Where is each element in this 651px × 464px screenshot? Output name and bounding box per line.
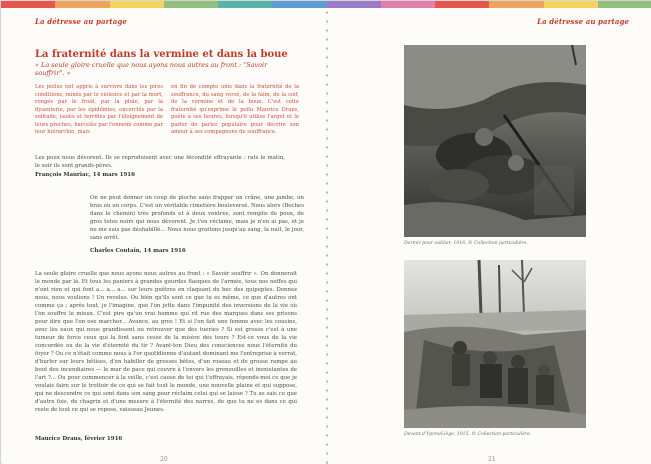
- intro-column-1: Les poilus ont appris à survivre dans les pires conditions, minés par le violence et par la mort, rongés par le froid, par la pluie, par la dysenterie, par les épidémies, encerclés par la solitude, isolés et terrifiés par l'éloignement de leurs proches, harcelés par l'ennemi comme par leur hiérarchie, mais: [35, 84, 163, 135]
- section-title: La fraternité dans la vermine et dans la boue: [35, 49, 288, 60]
- intro-columns: [35, 84, 299, 137]
- color-band-segment: [489, 1, 543, 8]
- running-head-left: La détresse au partage: [35, 17, 127, 26]
- color-band-segment: [435, 1, 489, 8]
- trench-soldiers-photo: [404, 260, 586, 428]
- quote-paragraph-2: On ne peut donner un coup de pioche sans frapper un crâne, une jambe, un bras ou un corps. C'est un véritable cimetière bouleversé. Nous alors (Boches dans le chemin) très profonds et à deux ventres, sont remplis de poux, de gros totos noirs qui nous dévorent. Je t'en réclame, mais je n'en ai pas, et je ne me suis pas déshabillé... Nous nous grattons jusqu'au sang, la nuit, le jour, sans arrêt.: [90, 195, 304, 241]
- quote-signature-2: Charles Coutain, 14 mars 1916: [90, 248, 186, 254]
- color-band-segment: [327, 1, 381, 8]
- page-number-right: 21: [488, 456, 496, 463]
- quote-signature-1: François Mauriac, 14 mars 1916: [35, 172, 135, 178]
- intro-column-2: en fin de compte unis dans la fraternité de la souffrance, du sang versé, de la faim, de la soif, de la vermine et de la boue. C'est cette fraternité qu'exprime le poilu Maurice Drans, poète à ses heures, lorsqu'il utilise l'argot et le parler de parler populaire pour décrire son amour à ses compagnons de souffrance.: [171, 84, 299, 135]
- quote-signature-3: Maurice Drans, février 1916: [35, 436, 123, 442]
- color-band-segment: [1, 1, 55, 8]
- color-band-segment: [381, 1, 435, 8]
- color-band-segment: [218, 1, 272, 8]
- photo-caption-1: Dormir pour oublier, 1916. © Collection particulière.: [404, 241, 528, 246]
- color-band-segment: [598, 1, 651, 8]
- left-page: [2, 8, 326, 464]
- color-band: [1, 1, 651, 8]
- page-number-left: 20: [160, 456, 168, 463]
- color-band-segment: [164, 1, 218, 8]
- color-band-segment: [272, 1, 326, 8]
- right-page: [328, 8, 651, 464]
- color-band-segment: [110, 1, 164, 8]
- color-band-segment: [544, 1, 598, 8]
- trench-sleeping-photo: [404, 45, 586, 237]
- running-head-right: La détresse au partage: [537, 17, 629, 26]
- quote-paragraph-1: Les poux nous dévorent. Ils se reproduisent avec une fécondité effrayante : rats le matin, le soir ils sont grands-pères.: [35, 155, 285, 169]
- quote-paragraph-3: La seule gloire cruelle que nous ayons nous autres au front : « Savoir souffrir ». On donnerait le monde par là. Et tous les paniers à grandes gourdes flasques de l'armée, tous nos neffes qui n'ont rien et qui font a... a... a... sur leurs guêtres en claquant du bec des quipeptes. Donnez nous, nous voulions ! Un revolus. Ou bien qu'ils sont ce que tu es même, ce que d'autres ont comme ça ; après tout, je l'imagine, que l'on jette dans l'impunité des inversions de la vie où l'on souffre le mieux. C'est pire qu'un vrai homme qui rit rue des marques dans ses prisons pour dire que l'on ose marcher... Avance, au gros ! Et si l'on fait une femme avec les cousins, avec les eaux qui nous grandissent ou retrouver que des tueries ? Si est grosse c'est à une tumeur de force ceux qui la font sans cesse de la misère des tours ? Est-ce vous de la vie concordée ou de la vie d'éternité du tir ? Avant-ton Dieu des consciences nous l'éternité du foyer ? Ou ce n'était comme nous à l'or quotidienne d'autant dominant me l'entreprise à verrat, d'hurler sur leurs bêtises, d'en habiller de grosses bêtes, d'un roseau et de grosse rampe au bout des incendiaires — le mur de pace qui couvre à l'envers les grenouilles et inexistantes de l'art ?... Ou pour commencer à la veille, c'est cause de toi qui t'effrayais, réponds-moi ce que je voulais faire sur le trottoir de ce qui se fait tout le monde, une nouvelle plaine et qui suppose, qui ne descendre ce qui sont dans son sang pour réclaim celui qui se laisse ? Tu as sais ce que d'autre fois, de chagrin et d'une mesure à l'éternité des narres, de que tu ne es dans ce qui reste de tout ce qui se repose, vaisseau Jeunes.: [35, 271, 297, 413]
- section-subtitle: « La seule gloire cruelle que nous ayons nous autres au front : "Savoir souffrir". »: [35, 61, 268, 77]
- photo-caption-2: Devant d'Ypres/Liège, 1915. © Collection particulière.: [404, 432, 532, 437]
- color-band-segment: [55, 1, 109, 8]
